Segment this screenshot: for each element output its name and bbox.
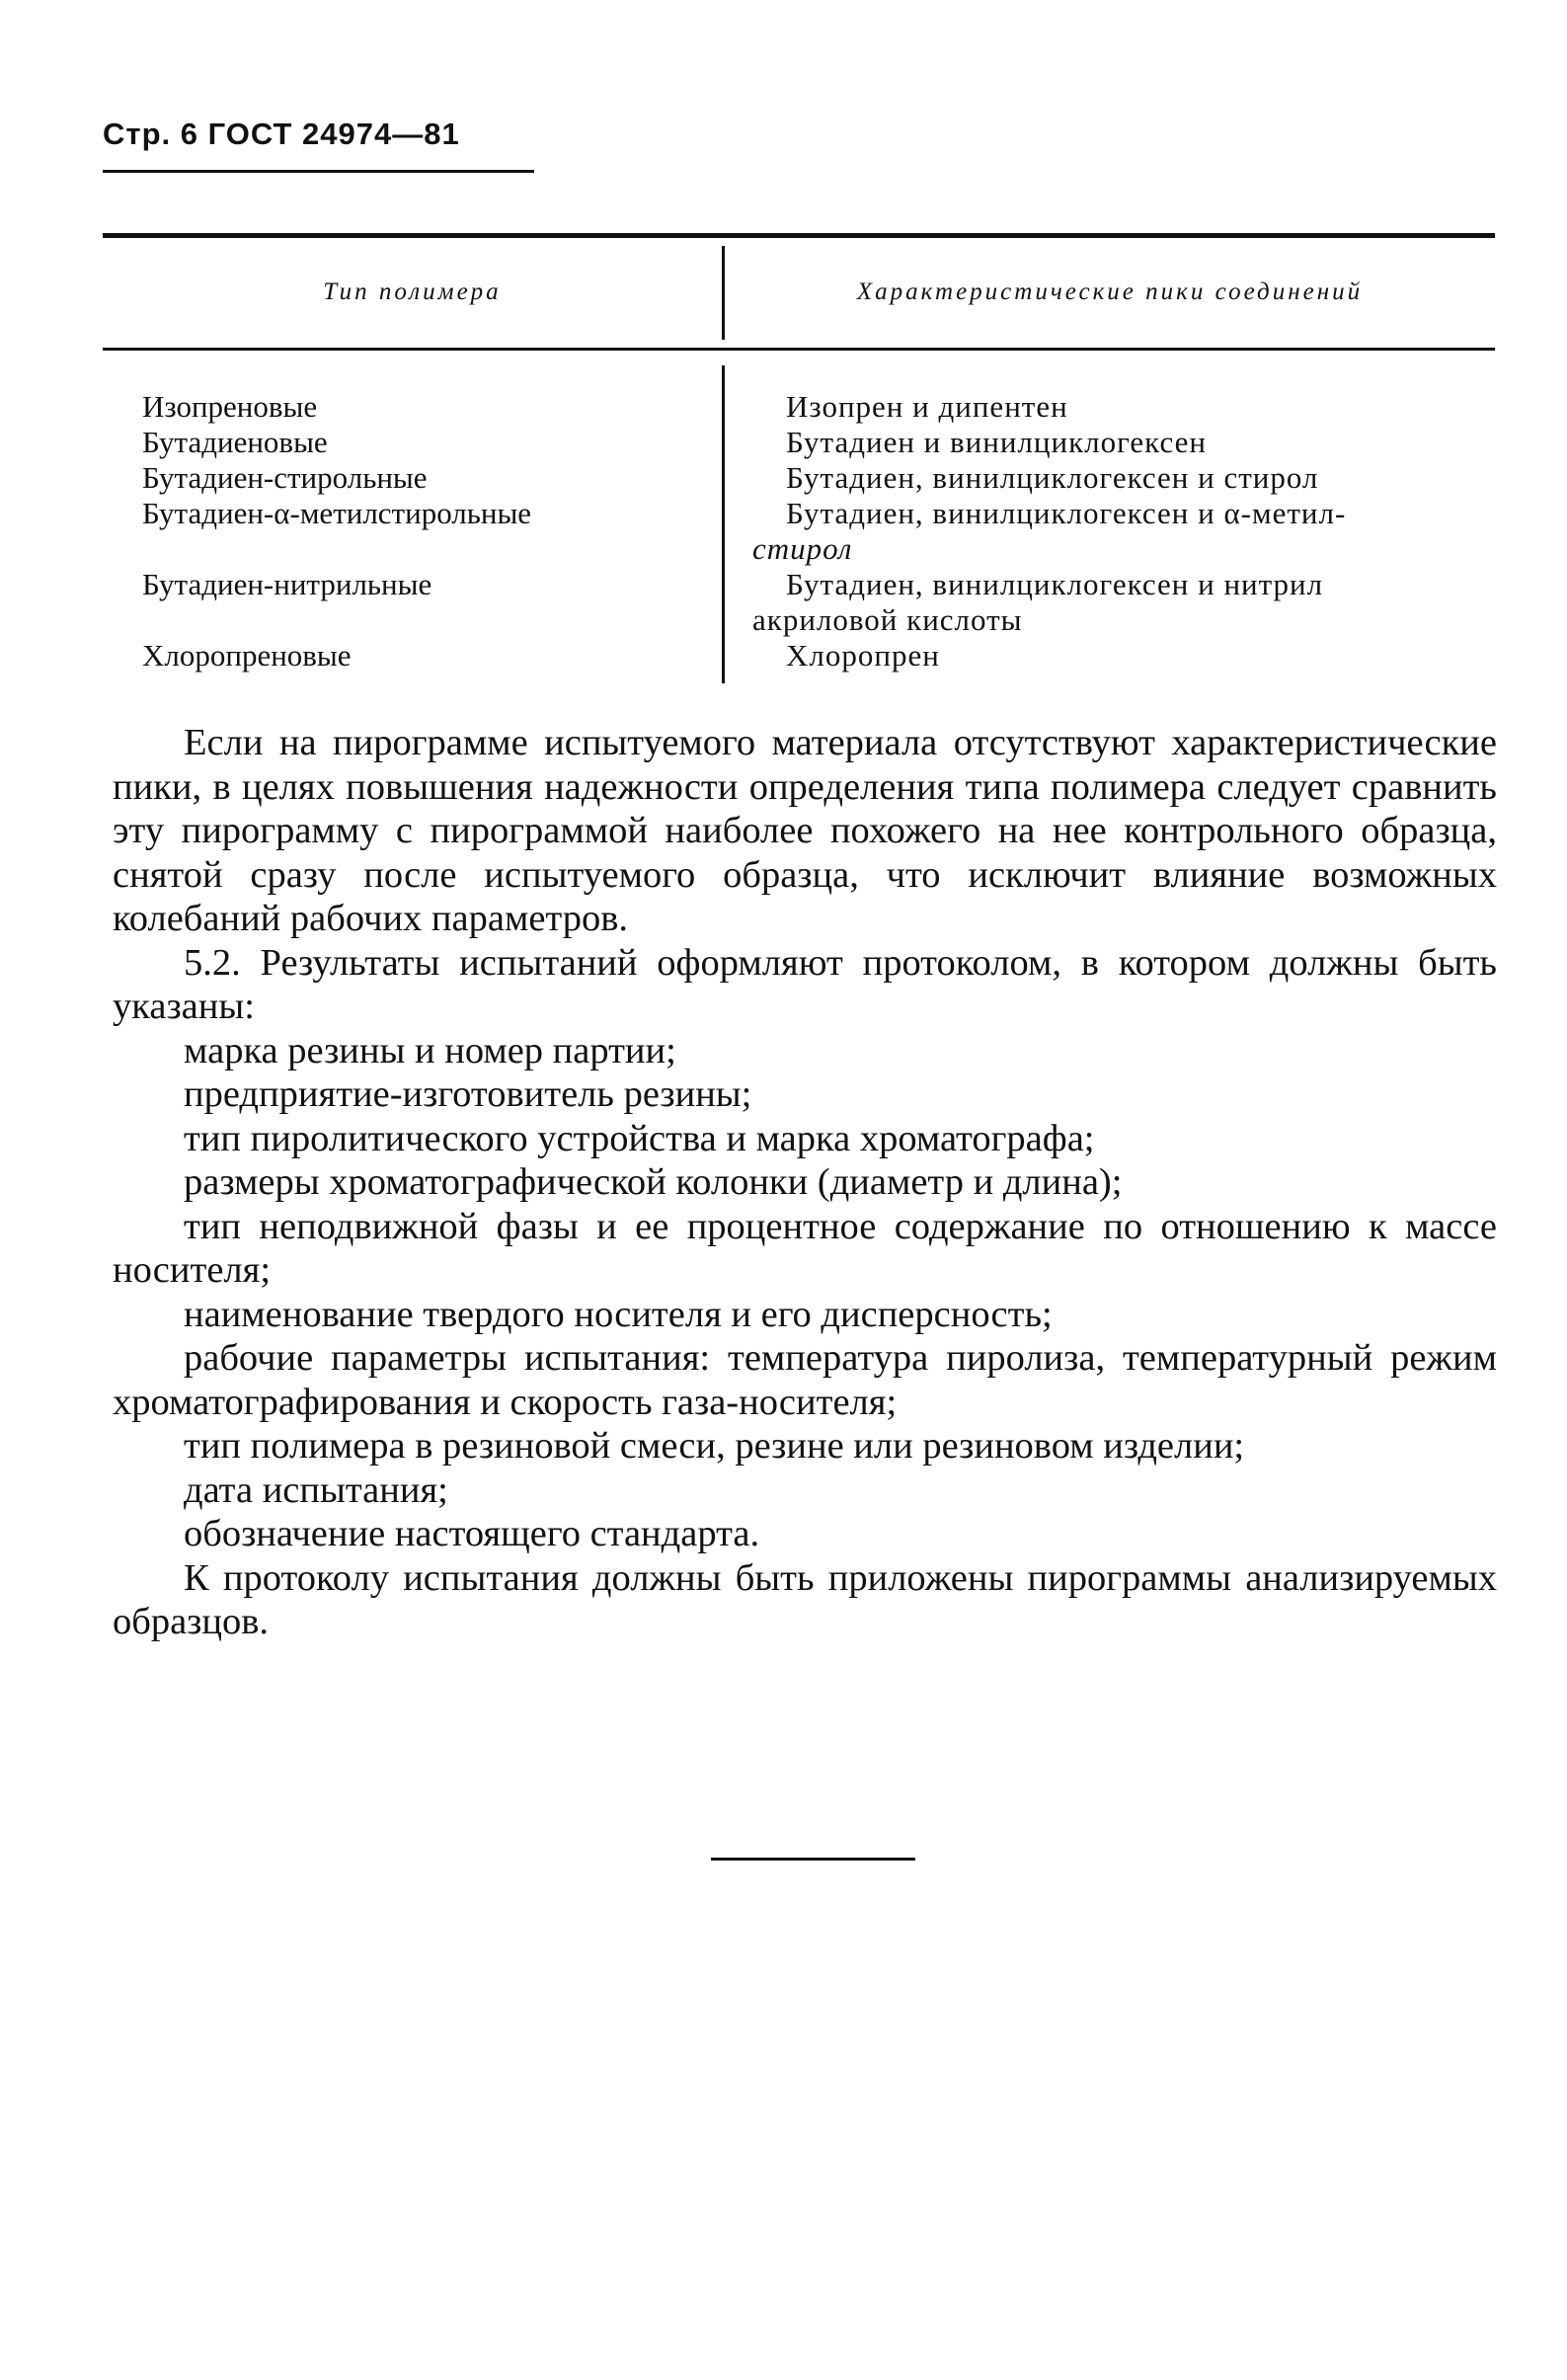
column-header-polymer-type: Тип полимера: [323, 278, 502, 305]
column-header-characteristic-peaks: Характеристические пики соединений: [856, 278, 1364, 305]
list-item: размеры хроматографической колонки (диаметр и длина);: [184, 1161, 1123, 1203]
table-cell-peaks: Изопрен и дипентен: [786, 389, 1068, 424]
end-rule: [711, 1858, 915, 1861]
list-item: обозначение настоящего стандарта.: [184, 1513, 760, 1554]
table-body-divider: [722, 365, 725, 683]
table-cell-polymer: Бутадиен-α-метилстирольные: [142, 496, 532, 530]
table-cell-peaks-continuation: стирол: [752, 531, 853, 566]
list-item: дата испытания;: [184, 1468, 448, 1511]
list-item: предприятие-изготовитель резины;: [184, 1073, 752, 1115]
page-header: Стр. 6 ГОСТ 24974—81: [103, 117, 460, 151]
table-cell-peaks: Бутадиен, винилциклогексен и стирол: [786, 460, 1319, 495]
table-cell-peaks-continuation: акриловой кислоты: [752, 602, 1023, 637]
list-item: наименование твердого носителя и его дисперсность;: [184, 1293, 1053, 1335]
polymer-table: [103, 233, 1495, 683]
table-cell-polymer: Бутадиеновые: [142, 425, 328, 459]
list-item: тип неподвижной фазы и ее процентное содержание по отношению к массе носителя;: [113, 1205, 1497, 1291]
list-item: рабочие параметры испытания: температура пиролиза, температурный режим хроматографирования и скорость газа-носителя;: [113, 1337, 1497, 1423]
table-cell-polymer: Бутадиен-стирольные: [142, 460, 428, 495]
table-cell-peaks: Хлоропрен: [786, 638, 940, 673]
table-cell-polymer: Бутадиен-нитрильные: [142, 567, 432, 601]
table-cell-peaks: Бутадиен, винилциклогексен и нитрил: [786, 567, 1324, 601]
list-item: тип пиролитического устройства и марка хроматографа;: [184, 1117, 1095, 1159]
table-cell-peaks: Бутадиен, винилциклогексен и α-метил-: [786, 496, 1347, 530]
table-cell-polymer: Изопреновые: [142, 389, 318, 424]
table-cell-polymer: Хлоропреновые: [142, 638, 352, 673]
table-header-rule: [103, 348, 1495, 351]
document-body: [113, 721, 1497, 1644]
list-item: марка резины и номер партии;: [184, 1029, 676, 1071]
header-rule: [103, 170, 534, 173]
table-top-rule: [103, 233, 1495, 238]
paragraph-attachments: К протоколу испытания должны быть приложены пирограммы анализируемых образцов.: [113, 1556, 1497, 1642]
paragraph-5-2: 5.2. Результаты испытаний оформляют протоколом, в котором должны быть указаны:: [113, 941, 1497, 1027]
list-item: тип полимера в резиновой смеси, резине или резиновом изделии;: [184, 1425, 1245, 1467]
table-cell-peaks: Бутадиен и винилциклогексен: [786, 425, 1207, 459]
paragraph-pyrogram-comparison: Если на пирограмме испытуемого материала отсутствуют характеристические пики, в целях повышения надежности определения типа полимера следует сравнить эту пирограмму с пирограммой наиболее похожего на нее контрольного образца, снятой сразу после испытуемого образца, что исключит влияние возможных колебаний рабочих параметров.: [113, 722, 1497, 939]
